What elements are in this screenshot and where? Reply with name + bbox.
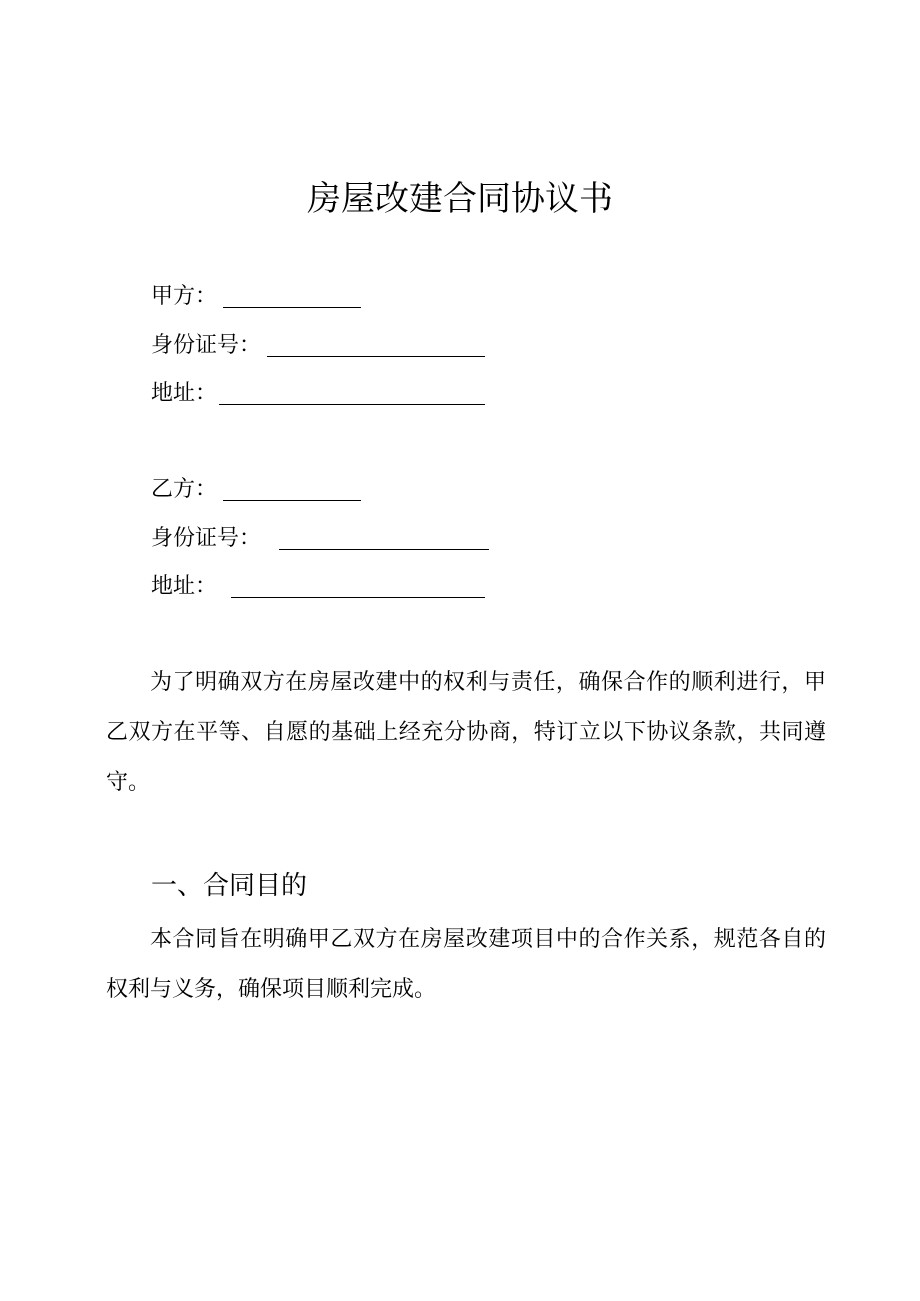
section-1-body: 本合同旨在明确甲乙双方在房屋改建项目中的合作关系，规范各自的权利与义务，确保项目顺利完成。 <box>106 927 826 1002</box>
party-b-address-blank <box>231 575 485 598</box>
section-1-heading: 一、合同目的 <box>151 871 308 901</box>
party-a-name-blank <box>223 285 361 308</box>
party-a-name-field <box>151 282 361 312</box>
party-b-name-field <box>151 475 361 505</box>
party-a-address-label: 地址： <box>151 381 218 406</box>
party-a-id-blank <box>267 334 485 357</box>
document-title: 房屋改建合同协议书 <box>307 179 613 219</box>
party-b-address-field <box>151 572 485 602</box>
party-b-name-label: 乙方： <box>151 477 218 502</box>
party-b-name-blank <box>223 478 361 501</box>
party-b-id-label: 身份证号： <box>151 526 262 551</box>
party-b-id-field <box>151 524 489 554</box>
party-a-id-field <box>151 331 485 361</box>
party-a-address-blank <box>219 382 485 405</box>
intro-paragraph: 为了明确双方在房屋改建中的权利与责任，确保合作的顺利进行，甲乙双方在平等、自愿的基础上经充分协商，特订立以下协议条款，共同遵守。 <box>106 670 826 795</box>
party-b-id-blank <box>279 527 489 550</box>
party-b-address-label: 地址： <box>151 574 218 599</box>
party-a-address-field <box>151 379 485 409</box>
party-a-name-label: 甲方： <box>151 284 218 309</box>
party-a-id-label: 身份证号： <box>151 333 262 358</box>
